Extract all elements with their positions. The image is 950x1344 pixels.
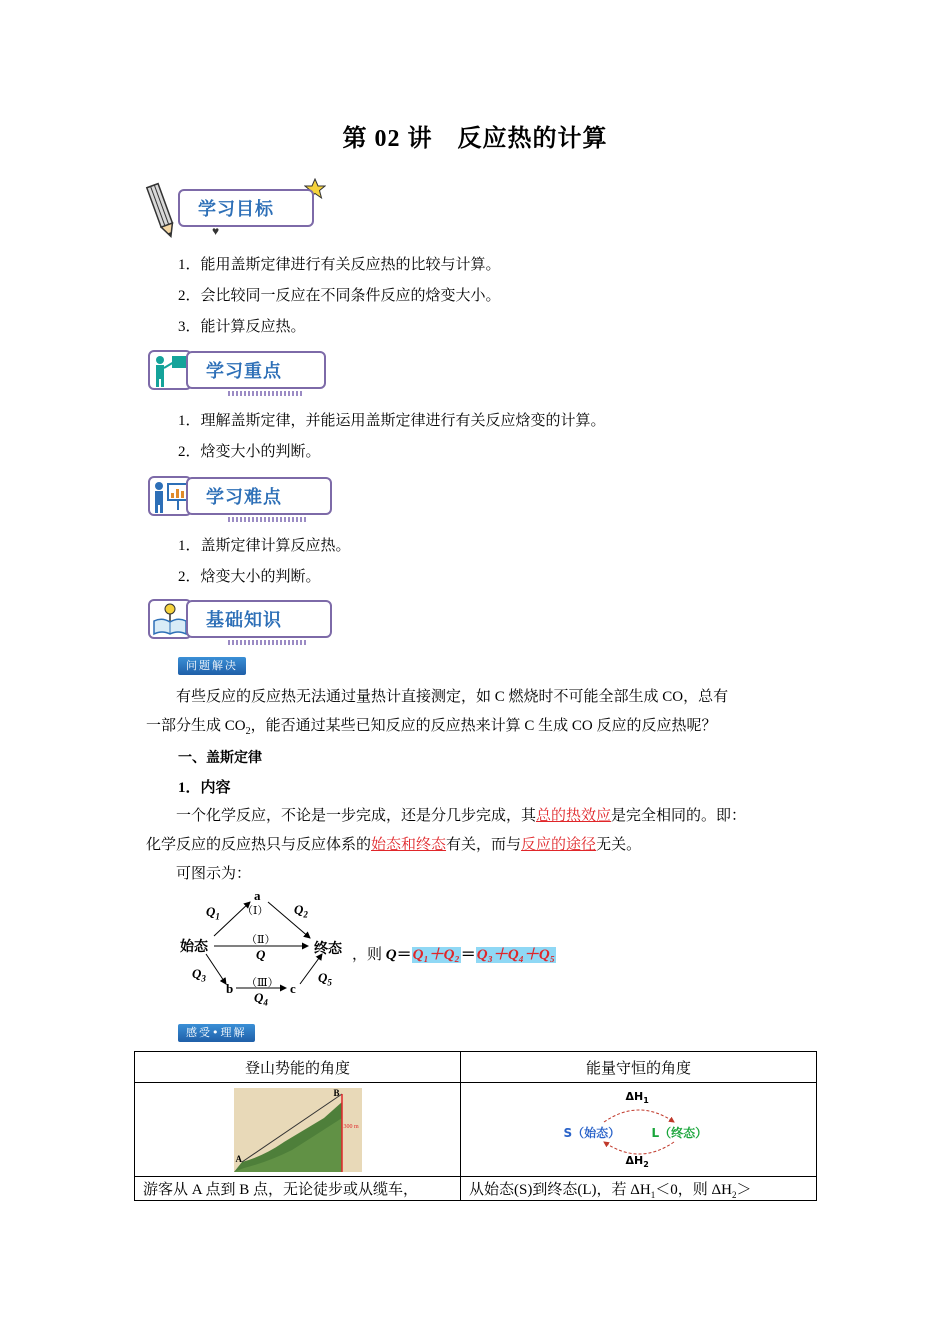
delta-h2-label: $\Delta H_2$ [625,1153,649,1169]
feel-understand-tag: 感受•理解 [178,1024,255,1042]
content-line-2: 化学反应的反应热只与反应体系的始态和终态有关，而与反应的途径无关。 [146,837,642,853]
hess-path-diagram [176,888,366,1008]
formula-part-2: Q₃＋Q₄＋Q₅ [476,947,555,963]
problem-tag: 问题解决 [178,657,246,675]
node-a: a [254,888,261,903]
difficulties-banner [148,474,332,518]
key-points-label: 学习重点 [206,361,282,382]
node-b: b [226,981,234,996]
state-s-label: S（始态） [563,1125,621,1140]
basics-label: 基础知识 [206,610,282,631]
mountain-description: 游客从 A 点到 B 点，无论徒步或从缆车， [135,1177,461,1201]
intro-paragraph [146,683,818,746]
q1-label: $Q_1$ [206,904,220,922]
q-label: Q [256,947,266,962]
start-state: 始态 [180,940,208,955]
difficulty-item-1: 1．盖斯定律计算反应热。 [178,538,351,554]
state-l-label: L（终态） [651,1125,708,1140]
basics-banner [148,597,332,641]
q3-label: $Q_3$ [192,966,206,984]
goal-item-2: 2．会比较同一反应在不同条件反应的焓变大小。 [178,288,501,304]
goal-item-3: 3．能计算反应热。 [178,319,306,335]
point-a-label: A [235,1153,242,1164]
reaction-path: 反应的途径 [521,837,597,853]
q5-label: $Q_5$ [318,970,332,988]
route-2-label: （Ⅱ） [246,934,276,946]
content-paragraph [146,802,822,889]
q2-label: $Q_2$ [294,902,308,920]
content-line-3: 可图示为： [176,866,252,882]
comparison-table [134,1051,817,1201]
route-1-label: （Ⅰ） [242,905,269,917]
goal-item-1: 1．能用盖斯定律进行有关反应热的比较与计算。 [178,257,501,273]
energy-figure-cell [461,1083,817,1177]
point-b-label: B [333,1087,340,1098]
intro-line-2: 一部分生成 $CO_2$，能否通过某些已知反应的反应热来计算 C 生成 CO 反应的反应热呢？ [146,718,717,737]
q4-label: $Q_4$ [254,990,268,1008]
mountain-figure-cell [135,1083,461,1177]
key-point-item-2: 2．焓变大小的判断。 [178,444,321,460]
mountain-image [234,1088,362,1172]
height-label: 300 m [343,1123,359,1130]
key-points-banner [148,348,326,392]
energy-cycle-diagram [564,1088,714,1172]
heading-hess-law: 一、盖斯定律 [178,750,262,766]
delta-h1-label: $\Delta H_1$ [625,1089,649,1105]
formula-part-1: Q₁＋Q₂ [412,947,460,963]
total-heat-effect: 总的热效应 [536,808,612,824]
difficulties-label: 学习难点 [206,487,282,508]
hess-formula: ，则 Q＝Q₁＋Q₂＝Q₃＋Q₄＋Q₅ [352,947,555,963]
header-mountain: 登山势能的角度 [135,1052,461,1083]
goals-label: 学习目标 [198,199,274,220]
energy-description: 从始态(S)到终态(L)，若 $\Delta H_1<0$，则 $\Delta H_2>$ [461,1177,817,1201]
route-3-label: （Ⅲ） [246,977,279,989]
node-c: c [290,981,296,996]
heading-content: 1．内容 [178,780,231,796]
initial-final-state: 始态和终态 [371,837,447,853]
goals-banner [140,186,326,238]
end-state: 终态 [314,942,342,957]
intro-line-1: 有些反应的反应热无法通过量热计直接测定，如 C 燃烧时不可能全部生成 CO，总有 [176,689,729,705]
content-line-1: 一个化学反应，不论是一步完成，还是分几步完成，其总的热效应是完全相同的。即： [176,808,747,824]
header-energy: 能量守恒的角度 [461,1052,817,1083]
heart-icon: ♥ [212,224,220,238]
page-title: 第 02 讲 反应热的计算 [342,126,608,152]
difficulty-item-2: 2．焓变大小的判断。 [178,569,321,585]
key-point-item-1: 1．理解盖斯定律，并能运用盖斯定律进行有关反应焓变的计算。 [178,413,606,429]
